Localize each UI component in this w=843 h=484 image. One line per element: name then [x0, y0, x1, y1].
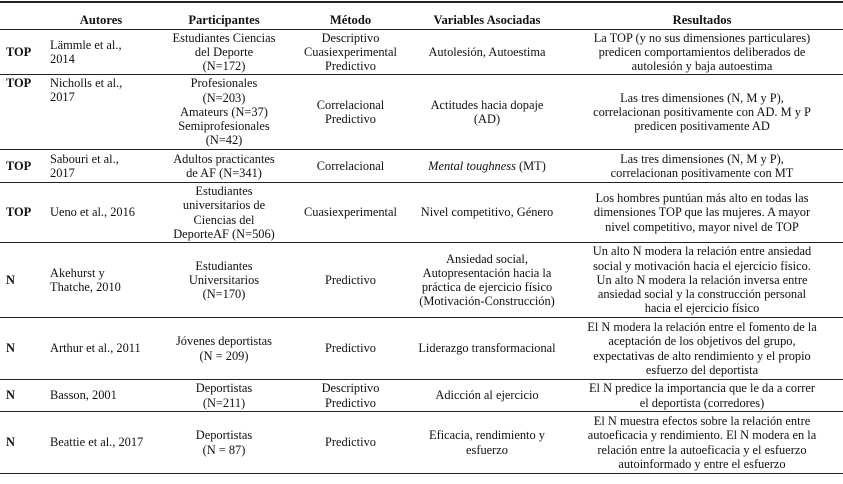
row-tag: TOP: [0, 183, 42, 243]
row-variables: Adicción al ejercicio: [413, 380, 561, 412]
row-tag: N: [0, 380, 42, 412]
row-resultados: Las tres dimensiones (N, M y P), correlacionan positivamente con AD. M y P predicen positivamente AD: [561, 75, 843, 150]
row-variables: Actitudes hacia dopaje (AD): [413, 75, 561, 150]
row-metodo: Correlacional Predictivo: [288, 75, 413, 150]
row-metodo: Predictivo: [288, 318, 413, 380]
header-metodo: Método: [288, 10, 413, 30]
row-participantes: Profesionales (N=203) Amateurs (N=37) Semiprofesionales (N=42): [160, 75, 288, 150]
literature-review-table: [0, 10, 843, 474]
row-variables: Autolesión, Autoestima: [413, 30, 561, 75]
row-participantes: Jóvenes deportistas (N = 209): [160, 318, 288, 380]
table-header-row: [0, 10, 843, 30]
row-participantes: Estudiantes Universitarios (N=170): [160, 243, 288, 318]
row-tag: N: [0, 318, 42, 380]
row-tag: TOP: [0, 75, 42, 150]
header-autores: Autores: [42, 10, 160, 30]
row-participantes: Estudiantes universitarios de Ciencias del DeporteAF (N=506): [160, 183, 288, 243]
row-variables: Liderazgo transformacional: [413, 318, 561, 380]
row-resultados: Los hombres puntúan más alto en todas las dimensiones TOP que las mujeres. A mayor nivel competitivo, mayor nivel de TOP: [561, 183, 843, 243]
row-variables: Eficacia, rendimiento y esfuerzo: [413, 412, 561, 474]
table-row: [0, 30, 843, 75]
row-participantes: Deportistas (N=211): [160, 380, 288, 412]
row-tag: N: [0, 412, 42, 474]
table-row: [0, 243, 843, 318]
row-autores: Ueno et al., 2016: [42, 183, 160, 243]
row-variables: Nivel competitivo, Género: [413, 183, 561, 243]
row-resultados: La TOP (y no sus dimensiones particulares) predicen comportamientos deliberados de autolesión y baja autoestima: [561, 30, 843, 75]
table-row: [0, 318, 843, 380]
row-metodo: Cuasiexperimental: [288, 183, 413, 243]
row-resultados: Un alto N modera la relación entre ansiedad social y motivación hacia el ejercicio físico. Un alto N modera la relación inversa entre ansiedad social y la construcción personal hacia el ejercicio físico: [561, 243, 843, 318]
row-metodo: Descriptivo Cuasiexperimental Predictivo: [288, 30, 413, 75]
table-row: [0, 380, 843, 412]
row-metodo: Correlacional: [288, 150, 413, 183]
row-autores: Nicholls et al., 2017: [42, 75, 160, 150]
row-variables: Mental toughness (MT): [413, 150, 561, 183]
row-autores: Sabouri et al., 2017: [42, 150, 160, 183]
row-metodo: Descriptivo Predictivo: [288, 380, 413, 412]
row-resultados: El N modera la relación entre el fomento de la aceptación de los objetivos del grupo, expectativas de alto rendimiento y el propio esfuerzo del deportista: [561, 318, 843, 380]
row-autores: Beattie et al., 2017: [42, 412, 160, 474]
row-variables: Ansiedad social, Autopresentación hacia la práctica de ejercicio físico (Motivación-Construcción): [413, 243, 561, 318]
header-tag: [0, 10, 42, 30]
row-tag: N: [0, 243, 42, 318]
row-participantes: Estudiantes Ciencias del Deporte (N=172): [160, 30, 288, 75]
row-participantes: Deportistas (N = 87): [160, 412, 288, 474]
table-top-rule: [0, 1, 843, 3]
row-autores: Basson, 2001: [42, 380, 160, 412]
table-row: [0, 150, 843, 183]
row-resultados: El N predice la importancia que le da a correr el deportista (corredores): [561, 380, 843, 412]
row-autores: Lämmle et al., 2014: [42, 30, 160, 75]
row-tag: TOP: [0, 30, 42, 75]
row-resultados: Las tres dimensiones (N, M y P), correlacionan positivamente con MT: [561, 150, 843, 183]
row-autores: Arthur et al., 2011: [42, 318, 160, 380]
header-participantes: Participantes: [160, 10, 288, 30]
header-variables: Variables Asociadas: [413, 10, 561, 30]
table-row: [0, 412, 843, 474]
row-metodo: Predictivo: [288, 243, 413, 318]
row-tag: TOP: [0, 150, 42, 183]
header-resultados: Resultados: [561, 10, 843, 30]
table-row: [0, 183, 843, 243]
table-row: [0, 75, 843, 150]
row-metodo: Predictivo: [288, 412, 413, 474]
row-autores: Akehurst y Thatche, 2010: [42, 243, 160, 318]
row-resultados: El N muestra efectos sobre la relación entre autoeficacia y rendimiento. El N modera en la relación entre la autoeficacia y el esfuerzo autoinformado y entre el esfuerzo: [561, 412, 843, 474]
row-participantes: Adultos practicantes de AF (N=341): [160, 150, 288, 183]
